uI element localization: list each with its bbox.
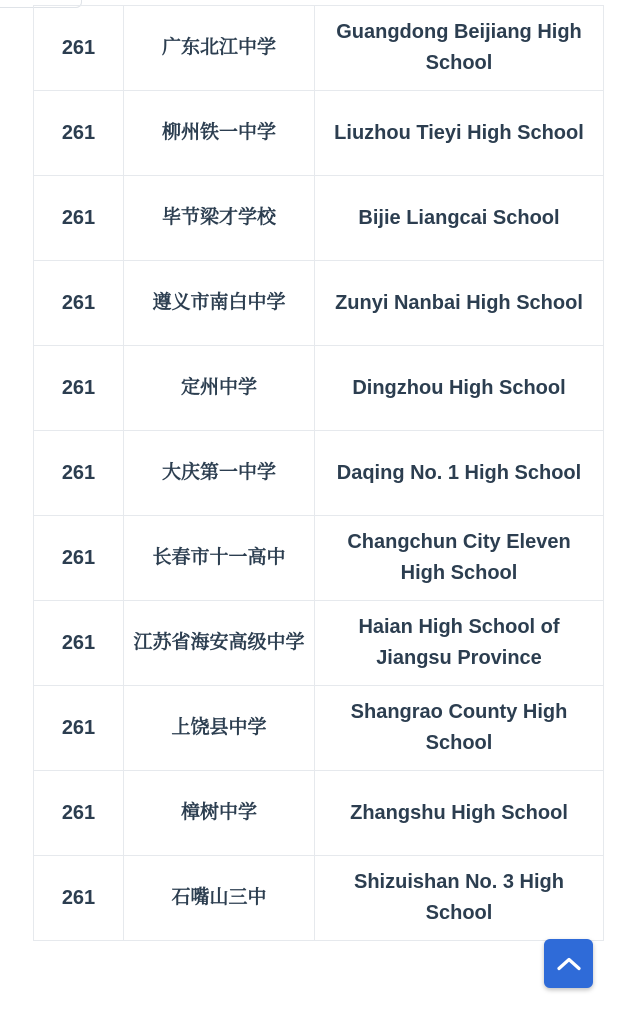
back-to-top-button[interactable]: [544, 939, 593, 988]
table-row: [34, 176, 604, 261]
school-name-cn-cell: 长春市十一高中: [124, 516, 315, 601]
chevron-up-icon: [556, 955, 582, 973]
rank-cell: 261: [34, 686, 124, 771]
school-name-cn-cell: 柳州铁一中学: [124, 91, 315, 176]
rank-cell: 261: [34, 176, 124, 261]
school-name-cn-cell: 遵义市南白中学: [124, 261, 315, 346]
rank-cell: 261: [34, 601, 124, 686]
rank-cell: 261: [34, 261, 124, 346]
school-name-en-cell: Bijie Liangcai School: [315, 176, 604, 261]
school-name-en-cell: Liuzhou Tieyi High School: [315, 91, 604, 176]
rank-cell: 261: [34, 516, 124, 601]
school-name-en-cell: Zunyi Nanbai High School: [315, 261, 604, 346]
school-name-en-cell: Guangdong Beijiang High School: [315, 6, 604, 91]
table-row: [34, 856, 604, 941]
table-row: [34, 771, 604, 856]
school-name-cn-cell: 樟树中学: [124, 771, 315, 856]
school-name-cn-cell: 大庆第一中学: [124, 431, 315, 516]
rank-cell: 261: [34, 431, 124, 516]
school-name-cn-cell: 石嘴山三中: [124, 856, 315, 941]
school-name-en-cell: Shangrao County High School: [315, 686, 604, 771]
school-name-en-cell: Changchun City Eleven High School: [315, 516, 604, 601]
table-row: [34, 601, 604, 686]
school-name-cn-cell: 毕节梁才学校: [124, 176, 315, 261]
rank-cell: 261: [34, 91, 124, 176]
table-body: [34, 6, 604, 941]
rank-cell: 261: [34, 856, 124, 941]
rank-cell: 261: [34, 6, 124, 91]
table-row: [34, 686, 604, 771]
school-name-en-cell: Haian High School of Jiangsu Province: [315, 601, 604, 686]
school-name-en-cell: Dingzhou High School: [315, 346, 604, 431]
table-row: [34, 6, 604, 91]
school-name-cn-cell: 定州中学: [124, 346, 315, 431]
school-name-cn-cell: 上饶县中学: [124, 686, 315, 771]
table-row: [34, 346, 604, 431]
table-row: [34, 91, 604, 176]
school-name-cn-cell: 江苏省海安高级中学: [124, 601, 315, 686]
school-name-en-cell: Shizuishan No. 3 High School: [315, 856, 604, 941]
school-name-en-cell: Daqing No. 1 High School: [315, 431, 604, 516]
table-row: [34, 431, 604, 516]
table-row: [34, 516, 604, 601]
rank-cell: 261: [34, 346, 124, 431]
school-ranking-table: [33, 5, 604, 941]
school-name-en-cell: Zhangshu High School: [315, 771, 604, 856]
rank-cell: 261: [34, 771, 124, 856]
school-name-cn-cell: 广东北江中学: [124, 6, 315, 91]
table-row: [34, 261, 604, 346]
